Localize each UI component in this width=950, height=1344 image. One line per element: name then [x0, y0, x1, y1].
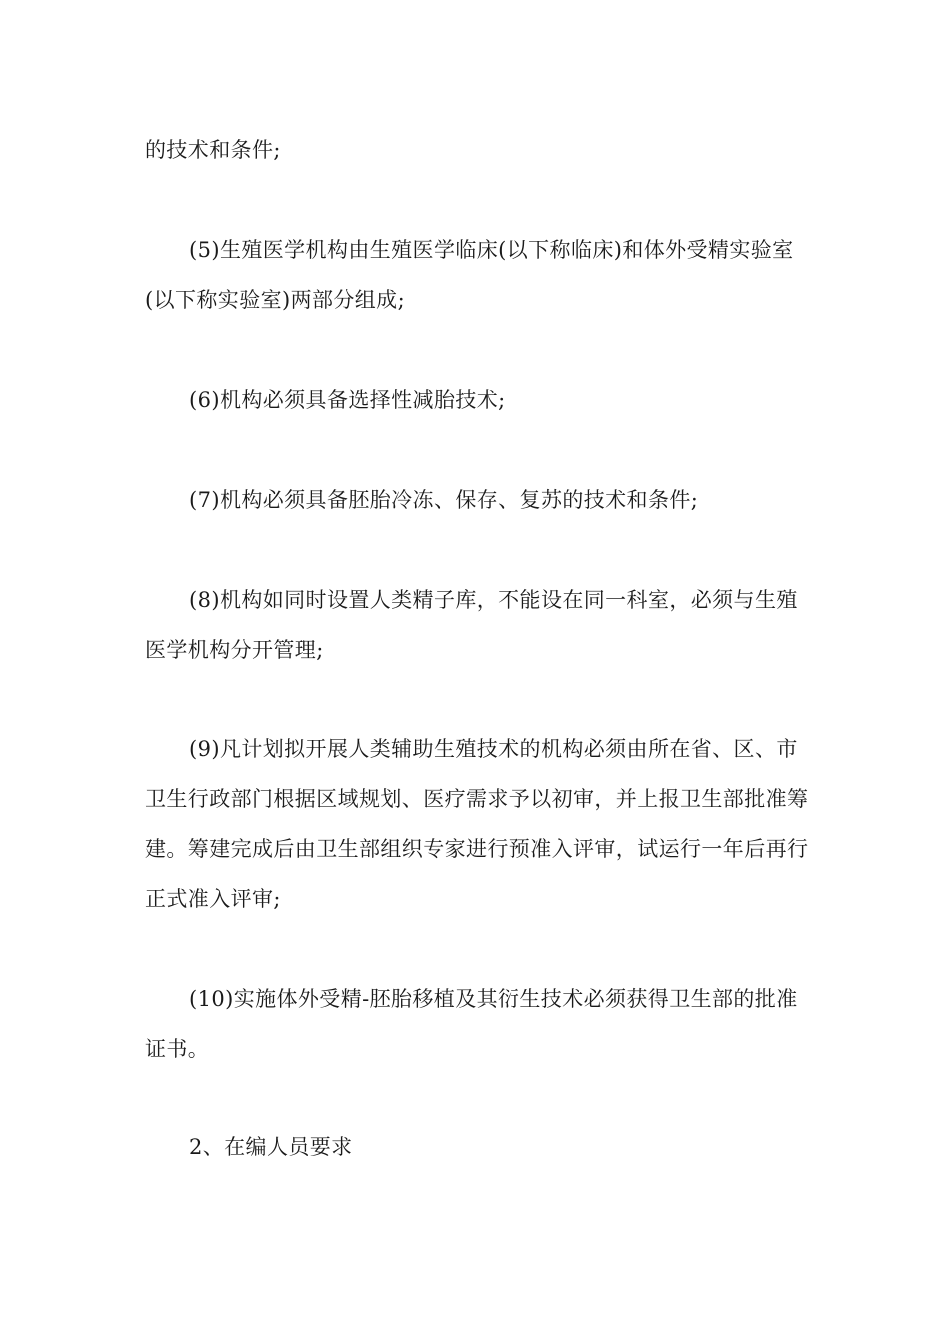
paragraph-item-6: (6)机构必须具备选择性减胎技术; — [189, 388, 506, 412]
paragraph-item-9: (9)凡计划拟开展人类辅助生殖技术的机构必须由所在省、区、市卫生行政部门根据区域规划、医疗需求予以初审，并上报卫生部批准筹建。筹建完成后由卫生部组织专家进行预准入评审，试运行一年后再行正式准入评审; — [145, 737, 809, 911]
paragraph-continuation: 的技术和条件; — [145, 138, 281, 162]
paragraph-item-7: (7)机构必须具备胚胎冷冻、保存、复苏的技术和条件; — [189, 488, 699, 512]
paragraph-item-5: (5)生殖医学机构由生殖医学临床(以下称临床)和体外受精实验室(以下称实验室)两部分组成; — [145, 238, 794, 312]
paragraph-item-8: (8)机构如同时设置人类精子库，不能设在同一科室，必须与生殖医学机构分开管理; — [145, 588, 798, 662]
paragraph-item-10: (10)实施体外受精-胚胎移植及其衍生技术必须获得卫生部的批准证书。 — [145, 987, 798, 1061]
section-heading-staff-requirements: 2、在编人员要求 — [189, 1135, 353, 1159]
